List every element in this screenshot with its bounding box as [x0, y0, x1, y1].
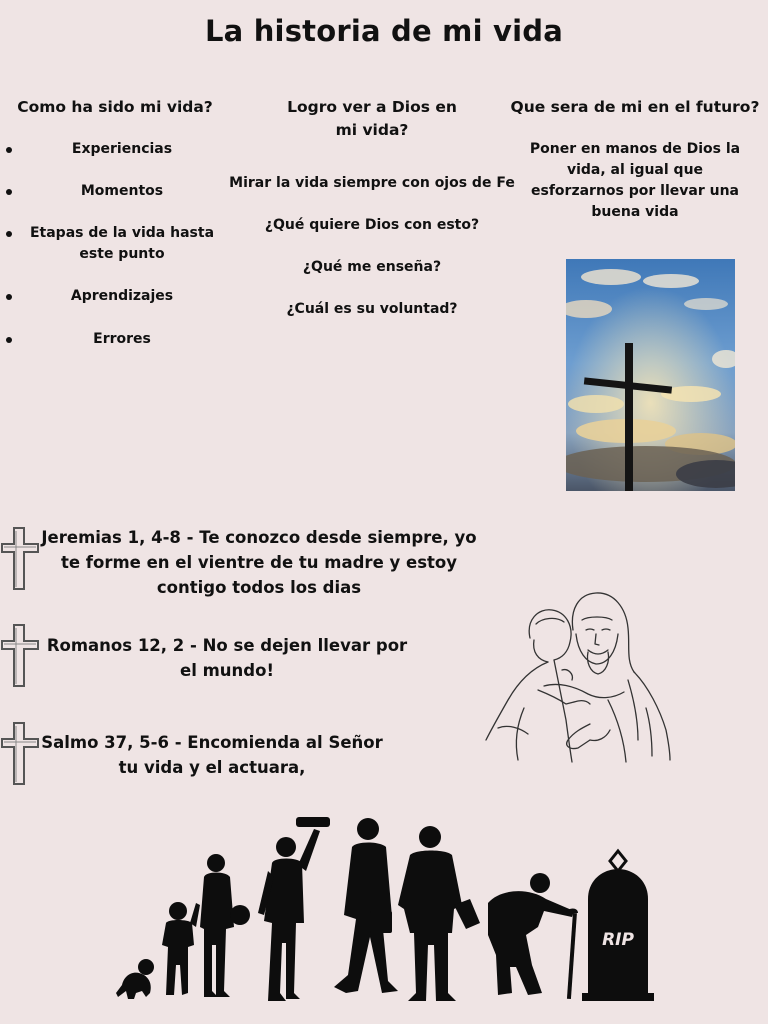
life-list — [6, 139, 220, 350]
life-stages-silhouettes — [108, 815, 668, 1005]
future-heading: Que sera de mi en el futuro? — [510, 98, 760, 116]
cross-outline-icon — [0, 623, 40, 689]
bullet-icon — [6, 231, 12, 237]
cross-outline-icon — [0, 721, 40, 787]
list-item: Errores — [6, 329, 220, 350]
verse-romanos: Romanos 12, 2 - No se dejen llevar por el mundo! — [46, 636, 408, 680]
god-heading: Logro ver a Dios en mi vida? — [287, 98, 457, 139]
verse-jeremias: Jeremias 1, 4-8 - Te conozco desde siempre, yo te forme en el vientre de tu madre y estoy contigo todos los dias — [41, 528, 477, 597]
tombstone-label: RIP — [602, 930, 634, 950]
page-title: La historia de mi vida — [204, 14, 564, 48]
life-heading: Como ha sido mi vida? — [17, 98, 213, 116]
list-item: Momentos — [6, 181, 220, 202]
bullet-icon — [6, 337, 12, 343]
god-line: ¿Cuál es su voluntad? — [286, 301, 458, 317]
cross-outline-icon — [0, 526, 40, 592]
future-column — [510, 96, 760, 223]
bullet-icon — [6, 294, 12, 300]
hug-illustration — [478, 590, 674, 765]
verse-salmo: Salmo 37, 5-6 - Encomienda al Señor tu vida y el actuara, — [41, 733, 383, 777]
future-text: Poner en manos de Dios la vida, al igual que esforzarnos por llevar una buena vida — [529, 141, 741, 220]
life-column — [10, 96, 220, 350]
bullet-icon — [6, 147, 12, 153]
cross-sky-photo — [566, 259, 735, 491]
god-column — [228, 96, 516, 320]
god-line: ¿Qué me enseña? — [302, 259, 442, 275]
list-item: Etapas de la vida hasta este punto — [6, 223, 220, 265]
list-item: Aprendizajes — [6, 286, 220, 307]
god-line: ¿Qué quiere Dios con esto? — [264, 217, 480, 233]
god-line: Mirar la vida siempre con ojos de Fe — [229, 175, 515, 191]
bullet-icon — [6, 189, 12, 195]
list-item: Experiencias — [6, 139, 220, 160]
